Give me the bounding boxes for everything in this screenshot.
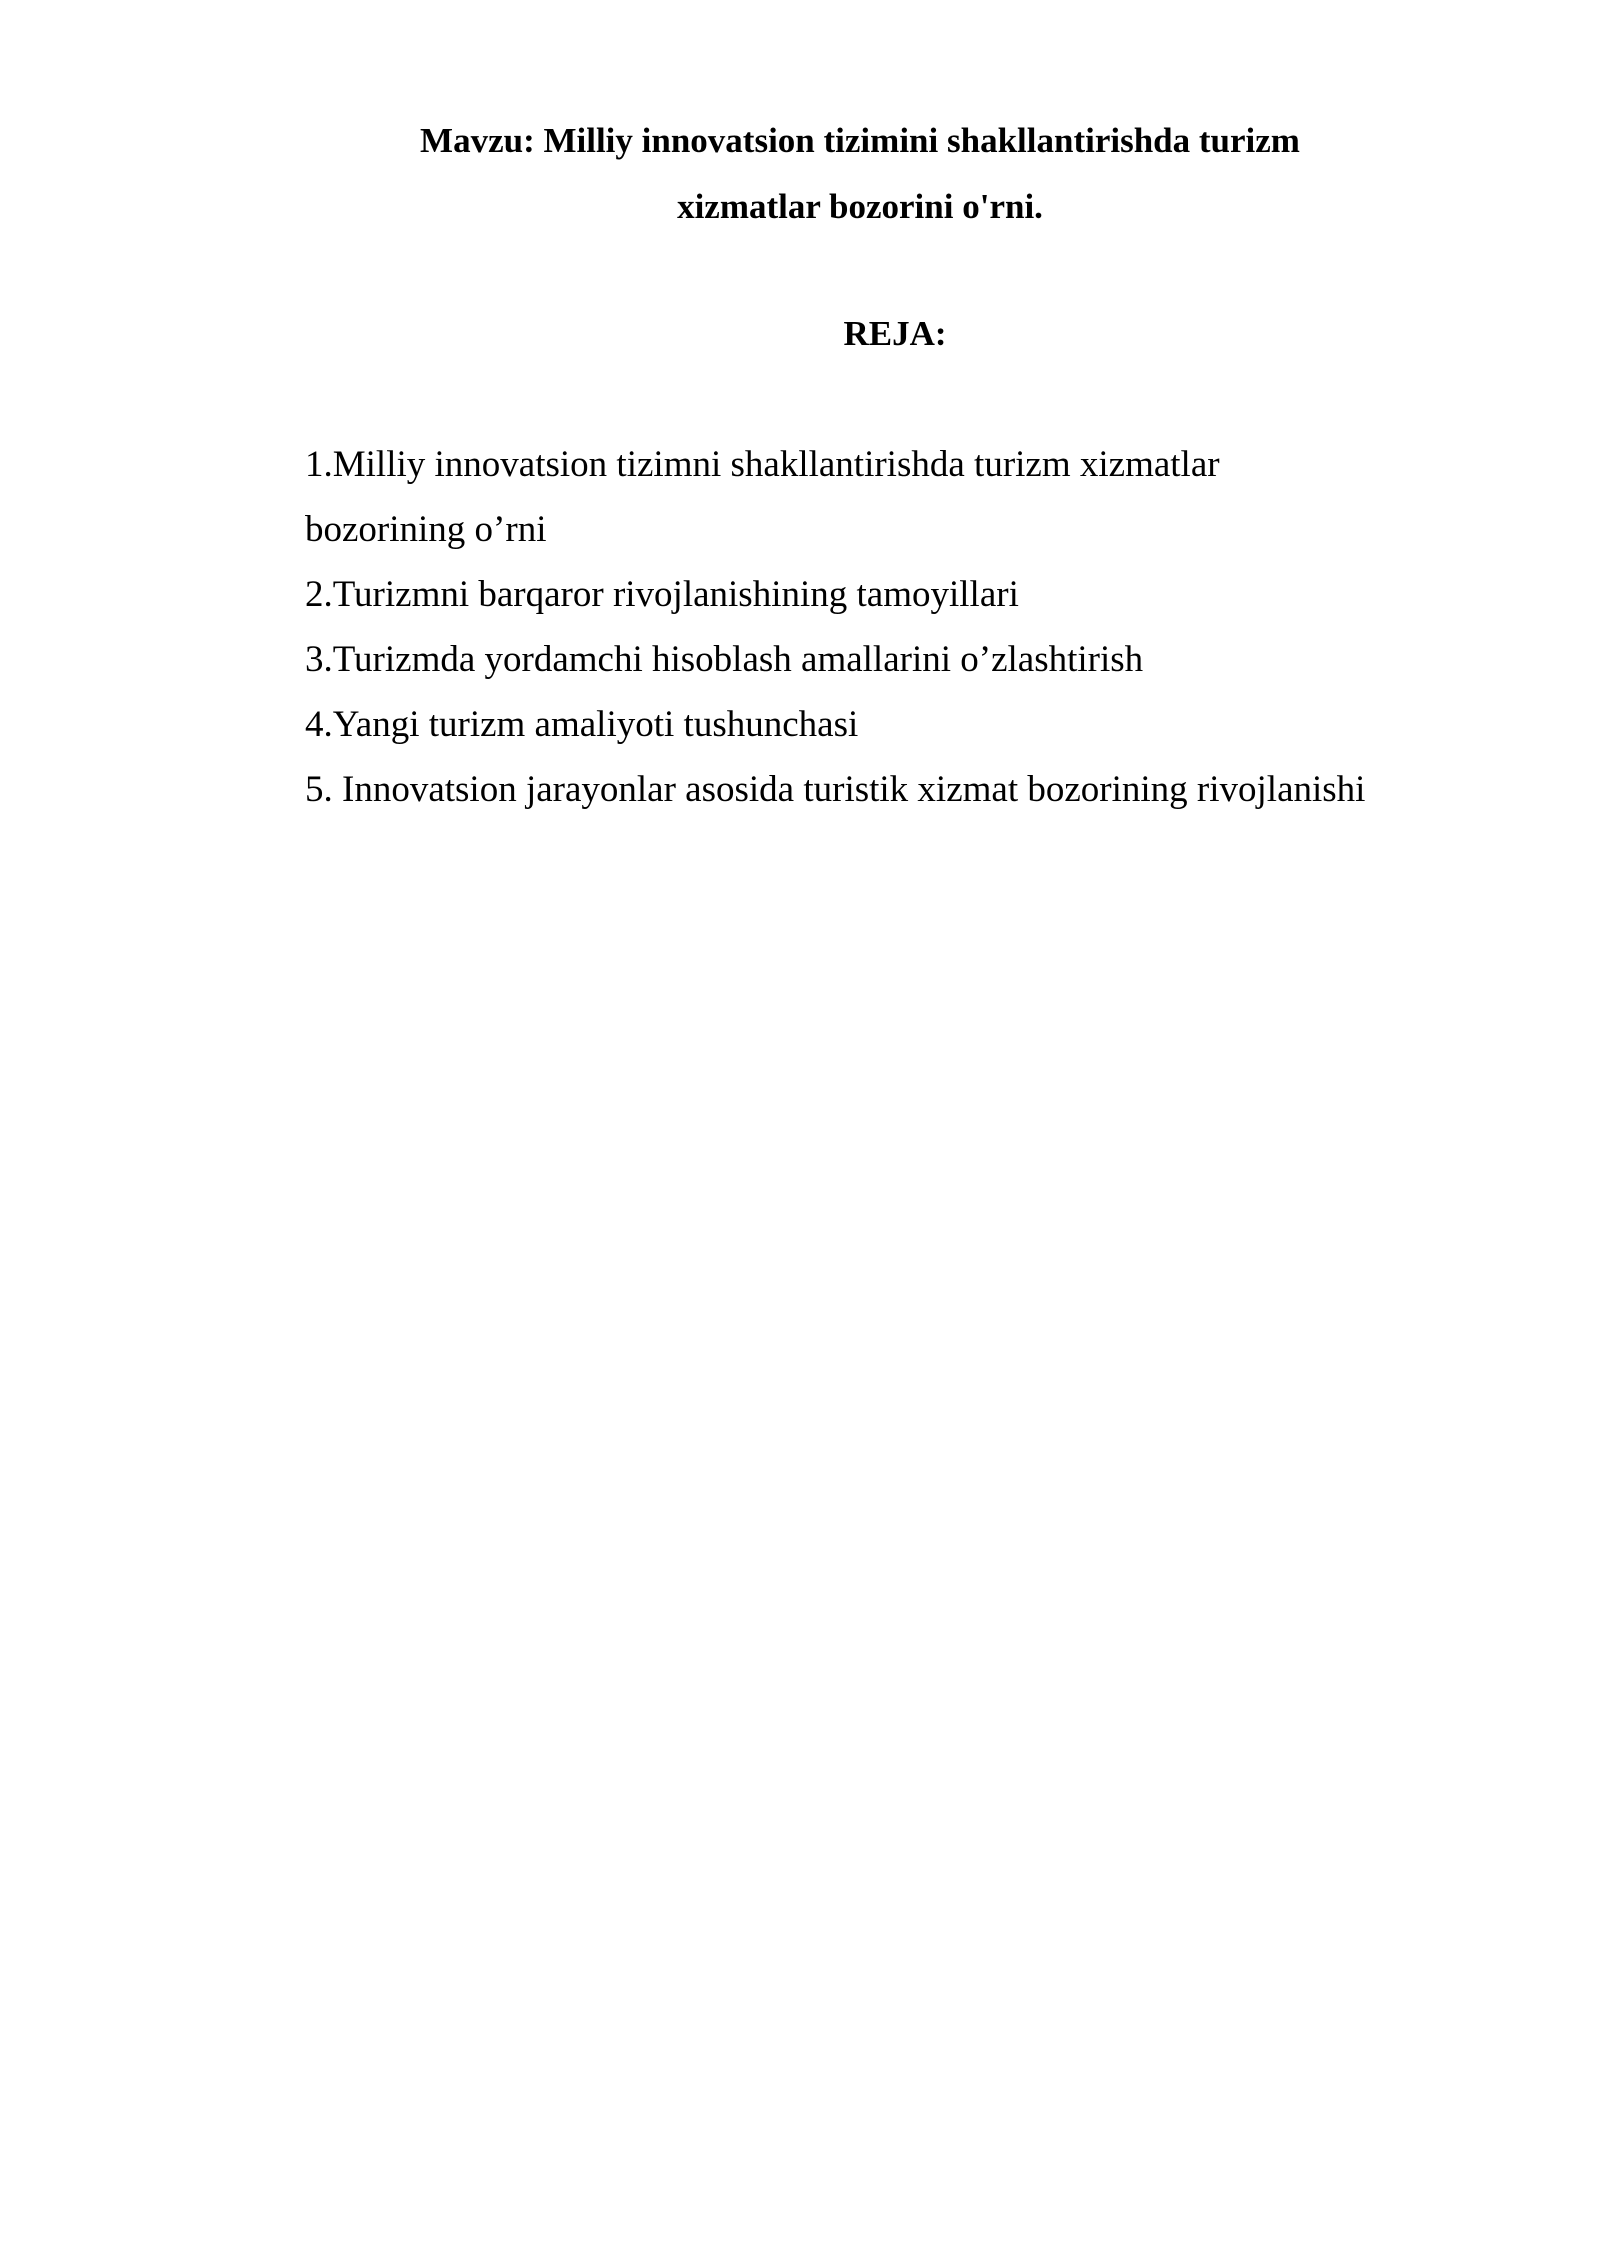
- title-line-1: Mavzu: Milliy innovatsion tizimini shakllantirishda turizm: [420, 121, 1300, 160]
- plan-line-4: 4.Yangi turizm amaliyoti tushunchasi: [305, 704, 859, 745]
- plan-line-1-continued: bozorining o’rni: [305, 509, 547, 550]
- plan-list: [305, 432, 1485, 822]
- plan-line-2: 2.Turizmni barqaror rivojlanishining tamoyillari: [305, 574, 1019, 615]
- plan-line-1: 1.Milliy innovatsion tizimni shakllantirishda turizm xizmatlar: [305, 444, 1220, 485]
- document-title: [0, 108, 1600, 240]
- plan-line-3: 3.Turizmda yordamchi hisoblash amallarini o’zlashtirish: [305, 639, 1144, 680]
- title-line-2: xizmatlar bozorini o'rni.: [677, 187, 1043, 226]
- plan-heading: REJA:: [843, 314, 947, 353]
- plan-line-5: 5. Innovatsion jarayonlar asosida turistik xizmat bozorining rivojlanishi: [305, 769, 1366, 810]
